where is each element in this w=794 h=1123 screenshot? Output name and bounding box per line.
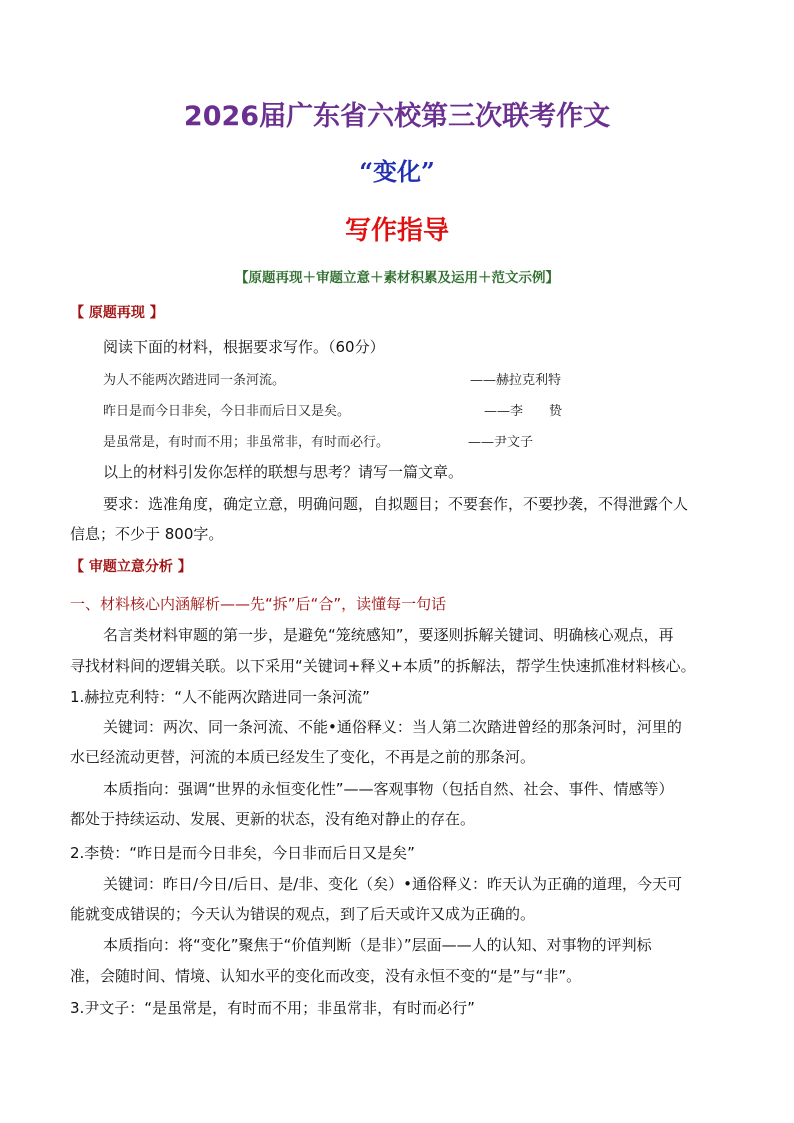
quote-text-1: 为人不能两次踏进同一条河流。 <box>103 373 286 388</box>
section-label-analysis: 【 审题立意分析 】 <box>70 559 192 575</box>
analysis-subheading: 一、材料核心内涵解析——先“拆”后“合”，读懂每一句话 <box>70 595 447 613</box>
prompt-question: 以上的材料引发你怎样的联想与思考？请写一篇文章。 <box>103 463 464 481</box>
item1-essence-line-2: 都处于持续运动、发展、更新的状态，没有绝对静止的存在。 <box>70 810 476 828</box>
requirement-line-1: 要求：选准角度，确定立意，明确问题，自拟题目；不要套作，不要抄袭，不得泄露个人 <box>103 495 689 513</box>
subtitle: 【原题再现＋审题立意＋素材积累及运用＋范文示例】 <box>235 270 559 286</box>
guide-title: 写作指导 <box>344 216 449 246</box>
item2-essence-line-2: 准，会随时间、情境、认知水平的变化而改变，没有永恒不变的“是”与“非”。 <box>70 967 582 985</box>
analysis-para-line-1: 名言类材料审题的第一步，是避免“笼统感知”，要逐则拆解关键词、明确核心观点，再 <box>103 626 674 644</box>
item2-keywords-line-2: 能就变成错误的；今天认为错误的观点，到了后天或许又成为正确的。 <box>70 905 536 923</box>
quote-author-2: ——李 贽 <box>484 404 563 419</box>
quote-text-2: 昨日是而今日非矣，今日非而后日又是矣。 <box>103 404 351 419</box>
item2-essence-line-1: 本质指向：将“变化”聚焦于“价值判断（是非）”层面——人的认知、对事物的评判标 <box>103 936 652 954</box>
prompt-intro: 阅读下面的材料，根据要求写作。（60分） <box>103 338 385 356</box>
quote-author-3: ——尹文子 <box>468 435 534 450</box>
section-label-original: 【 原题再现 】 <box>70 305 164 321</box>
quote-author-1: ——赫拉克利特 <box>470 373 562 388</box>
item-heading-1: 1.赫拉克利特：“人不能两次踏进同一条河流” <box>70 688 370 706</box>
analysis-para-line-2: 寻找材料间的逻辑关联。以下采用“关键词+释义+本质”的拆解法，帮学生快速抓准材料核心。 <box>70 657 696 675</box>
item1-essence-line-1: 本质指向：强调“世界的永恒变化性”——客观事物（包括自然、社会、事件、情感等） <box>103 780 674 798</box>
item1-keywords-line-2: 水已经流动更替，河流的本质已经发生了变化，不再是之前的那条河。 <box>70 748 536 766</box>
item2-keywords-line-1: 关键词：昨日/今日/后日、是/非、变化（矣）•通俗释义：昨天认为正确的道理，今天可 <box>103 875 683 893</box>
document-title: 2026届广东省六校第三次联考作文 <box>183 101 611 132</box>
item-heading-3: 3.尹文子：“是虽常是，有时而不用；非虽常非，有时而必行” <box>70 999 475 1017</box>
item1-keywords-line-1: 关键词：两次、同一条河流、不能•通俗释义：当人第二次踏进曾经的那条河时，河里的 <box>103 718 682 736</box>
theme-title: “变化” <box>359 157 435 186</box>
quote-text-3: 是虽常是，有时而不用；非虽常非，有时而必行。 <box>103 435 390 450</box>
requirement-line-2: 信息；不少于 800字。 <box>70 525 224 543</box>
item-heading-2: 2.李贽：“昨日是而今日非矣，今日非而后日又是矣” <box>70 844 415 862</box>
